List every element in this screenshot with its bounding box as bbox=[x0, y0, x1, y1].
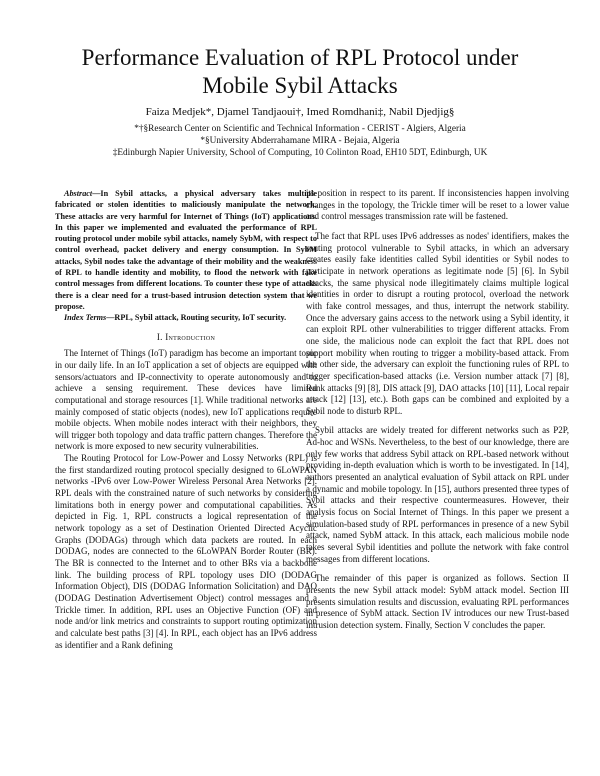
paper-title bbox=[30, 44, 570, 100]
affiliation-1: *†§Research Center on Scientific and Technical Information - CERIST - Algiers, Algeria bbox=[134, 124, 466, 134]
title-line-1: Performance Evaluation of RPL Protocol under bbox=[81, 45, 519, 70]
title-line-2: Mobile Sybil Attacks bbox=[202, 73, 398, 98]
abstract-text: —In Sybil attacks, a physical adversary takes multiple fabricated or stolen identities to maliciously manipulate the network. These attacks are very harmful for Internet of Things (IoT) applications. In this paper we implemented and evaluated the performance of RPL routing protocol under mobile sybil attacks, namely SybM, with respect to control overhead, packet delivery and energy consumption. In SybM attacks, Sybil nodes take the advantage of their mobility and the weakness of RPL to handle identity and mobility, to flood the network with fake control messages from different locations. To counter these type of attacks there is a clear need for a trust-based intrusion detection system that we propose. bbox=[55, 189, 317, 311]
index-terms-text: —RPL, Sybil attack, Routing security, IoT security. bbox=[106, 313, 287, 323]
author-list: Faiza Medjek*, Djamel Tandjaoui†, Imed Romdhani‡, Nabil Djedjig§ bbox=[145, 106, 455, 118]
right-paragraph-2: The fact that RPL uses IPv6 addresses as nodes' identifiers, makes the routing protocol vulnerable to Sybil attacks, in which an adversary creates easily fake identities called Sybil identities or Sybil nodes to participate in network operations as legitimate node [5] [6]. In Sybil attacks, the same physical node illegitimately claims multiple logical identities in order to disrupt a routing protocol, overload the network with fake control messages, and thus, interrupt the network stability. Once the adversary gains access to the network using a Sybil identity, it can exploit RPL other vulnerabilities to trigger different attacks. From one side, the malicious node can exploit the fact that RPL does not support mobility when routing to trigger a mobility-based attack. From the other side, the adversary can exploit the functioning rules of RPL to trigger specification-based attacks (i.e. Version number attack [7] [8], Rank attacks [9] [8], DIS attack [9], DAO attacks [10] [11], Local repair attack [12] [13], etc.). Both gaps can be combined and exploited by a Sybil node to disturb RPL. bbox=[306, 230, 569, 416]
affiliation-2: *§University Abderrahamane MIRA - Bejaia, Algeria bbox=[200, 136, 400, 146]
index-terms-lead: Index Terms bbox=[64, 313, 107, 323]
affiliation-3: ‡Edinburgh Napier University, School of Computing, 10 Colinton Road, EH10 5DT, Edinburgh, UK bbox=[112, 148, 488, 158]
index-terms bbox=[55, 312, 317, 323]
intro-paragraph-1: The Internet of Things (IoT) paradigm has become an important topic in our daily life. In an IoT application a set of objects are equipped with sensors/actuators and IP-connectivity to operate autonomously and to achieve a sensing requirement. These devices have limited computational and storage resources [1]. While traditional networks are mainly composed of static objects (nodes), new IoT applications require mobile objects. When mobile nodes interact with their neighbors, they will trigger both topology and data traffic pattern changes. Therefore the network is more exposed to new security vulnerabilities. bbox=[55, 348, 317, 452]
abstract bbox=[55, 188, 317, 312]
section-heading-introduction bbox=[55, 332, 317, 344]
section-number: I. bbox=[156, 331, 163, 342]
right-paragraph-1: its position in respect to its parent. If inconsistencies happen involving changes in the topology, the Trickle timer will be reset to a lower value and control messages transmission rate will be fastened. bbox=[306, 188, 569, 222]
left-column bbox=[55, 188, 317, 651]
right-paragraph-4: The remainder of this paper is organized as follows. Section II presents the new Sybil attack model: SybM attack model. Section III presents simulation results and discussion, evaluating RPL performances in presence of SybM attack. Section IV introduces our new Trust-based intrusion detection system. Finally, Section V concludes the paper. bbox=[306, 573, 569, 630]
right-column bbox=[306, 188, 569, 632]
right-paragraph-3: Sybil attacks are widely treated for different networks such as P2P, Ad-hoc and WSNs. Nevertheless, to the best of our knowledge, there are only few works that address Sybil attack on RPL-based network without providing in-depth evaluation which is worth to be investigated. In [14], authors presented an analytical evaluation of Sybil attack on RPL under a dynamic and mobile topology. In [15], authors presented three types of Sybil attacks and their respective countermeasures. However, their analysis focus on Social Internet of Things. In this paper we present a simulation-based study of RPL performances in presence of a new Sybil attack, named SybM attack. In this attack, each malicious mobile node takes several Sybil identities and pollute the network with fake control messages from different locations. bbox=[306, 425, 569, 564]
abstract-lead: Abstract bbox=[64, 189, 93, 198]
section-title: Introduction bbox=[165, 331, 216, 342]
intro-paragraph-2: The Routing Protocol for Low-Power and Lossy Networks (RPL) is the first standardized routing protocol specially designed to 6LoWPAN networks -IPv6 over Low-Power Wireless Personal Area Networks [2]. RPL deals with the constrained nature of such networks by considering limitations both in energy power and computational capabilities. As depicted in Fig. 1, RPL constructs a logical representation of the network topology as a set of Destination Oriented Directed Acyclic Graphs (DODAGs) through which data packets are routed. In each DODAG, nodes are connected to the 6LoWPAN Border Router (BR). The BR is connected to the Internet and to other BRs via a backbone link. The building process of RPL topology uses DIO (DODAG Information Object), DIS (DODAG Information Solicitation) and DAO (DODAG Destination Advertisement Object) control messages and a Trickle timer. In addition, RPL uses an Objective Function (OF) and node and/or link metrics and constraints to support routing optimization and calculate best paths [3] [4]. In RPL, each object has an IPv6 address as identifier and a Rank defining bbox=[55, 453, 317, 650]
